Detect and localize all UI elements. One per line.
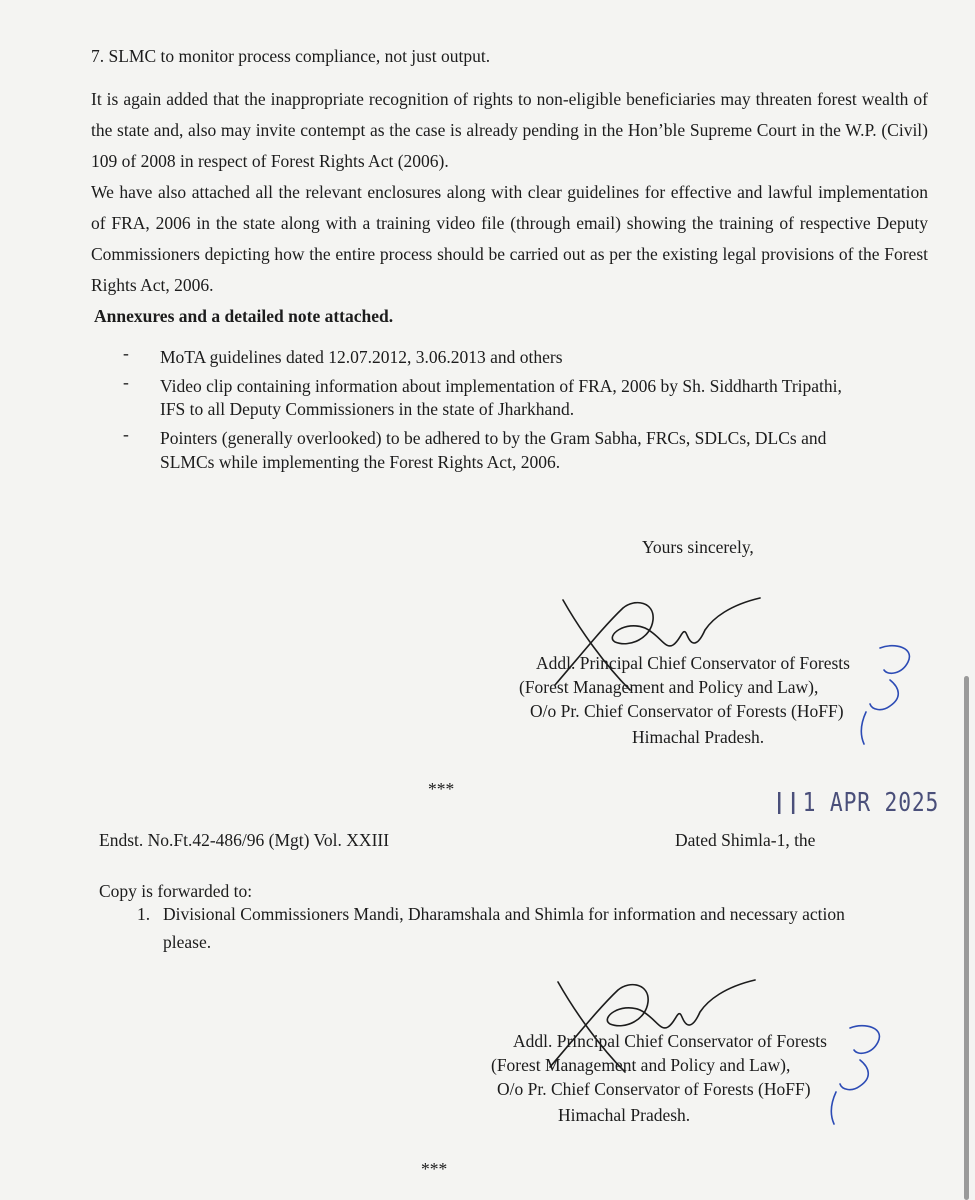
annexures-heading: Annexures and a detailed note attached.: [94, 306, 394, 326]
copy-item-number: 1.: [137, 904, 151, 924]
endorsement-number: Endst. No.Ft.42-486/96 (Mgt) Vol. XXIII: [99, 830, 390, 850]
list-bullet: -: [123, 343, 129, 363]
separator-stars: ***: [421, 1159, 448, 1179]
signatory-division: (Forest Management and Policy and Law),: [519, 677, 819, 697]
annexure-item-mota-guidelines: MoTA guidelines dated 12.07.2012, 3.06.2013 and others: [160, 347, 563, 367]
signatory-state: Himachal Pradesh.: [632, 727, 765, 747]
copy-item-divisional-commissioners: Divisional Commissioners Mandi, Dharamshala and Shimla for information and necessary action: [163, 904, 845, 924]
annexure-item-video-clip-cont: IFS to all Deputy Commissioners in the state of Jharkhand.: [160, 399, 575, 419]
signatory-state: Himachal Pradesh.: [558, 1105, 691, 1125]
endorsement-dated: Dated Shimla-1, the: [675, 830, 816, 850]
paragraph-enclosures: We have also attached all the relevant enclosures along with clear guidelines for effective and lawful implementation of FRA, 2006 in the state along with a training video file (through email) showing the training of respective Deputy Commissioners depicting how the entire process should be carried out as per the existing legal provisions of the Forest Rights Act, 2006.: [91, 182, 928, 295]
copy-item-divisional-commissioners-cont: please.: [163, 932, 212, 952]
point-7: 7. SLMC to monitor process compliance, not just output.: [91, 46, 491, 66]
annexure-item-video-clip: Video clip containing information about implementation of FRA, 2006 by Sh. Siddharth Tripathi,: [160, 376, 842, 396]
list-bullet: -: [123, 372, 129, 392]
signatory-division: (Forest Management and Policy and Law),: [491, 1055, 791, 1075]
separator-stars: ***: [428, 779, 455, 799]
annexure-item-pointers: Pointers (generally overlooked) to be adhered to by the Gram Sabha, FRCs, SDLCs, DLCs and: [160, 428, 827, 448]
list-bullet: -: [123, 424, 129, 444]
blue-pen-mark-1: [860, 640, 920, 750]
date-stamp-text: 1 APR 2025: [802, 788, 940, 818]
signatory-office: O/o Pr. Chief Conservator of Forests (HoFF): [497, 1079, 811, 1099]
closing-salutation: Yours sincerely,: [642, 537, 754, 557]
annexure-item-pointers-cont: SLMCs while implementing the Forest Rights Act, 2006.: [160, 452, 561, 472]
blue-pen-mark-2: [830, 1020, 890, 1130]
signatory-designation: Addl. Principal Chief Conservator of Forests: [536, 653, 850, 673]
signatory-office: O/o Pr. Chief Conservator of Forests (HoFF): [530, 701, 844, 721]
paragraph-legal-warning: It is again added that the inappropriate recognition of rights to non-eligible beneficiaries may threaten forest wealth of the state and, also may invite contempt as the case is already pending in the Hon’ble Supreme Court in the W.P. (Civil) 109 of 2008 in respect of Forest Rights Act (2006).: [91, 89, 928, 171]
copy-forwarded-intro: Copy is forwarded to:: [99, 881, 253, 901]
date-stamp: [778, 788, 939, 818]
vertical-scrollbar[interactable]: [964, 676, 969, 1200]
signatory-designation: Addl. Principal Chief Conservator of Forests: [513, 1031, 827, 1051]
